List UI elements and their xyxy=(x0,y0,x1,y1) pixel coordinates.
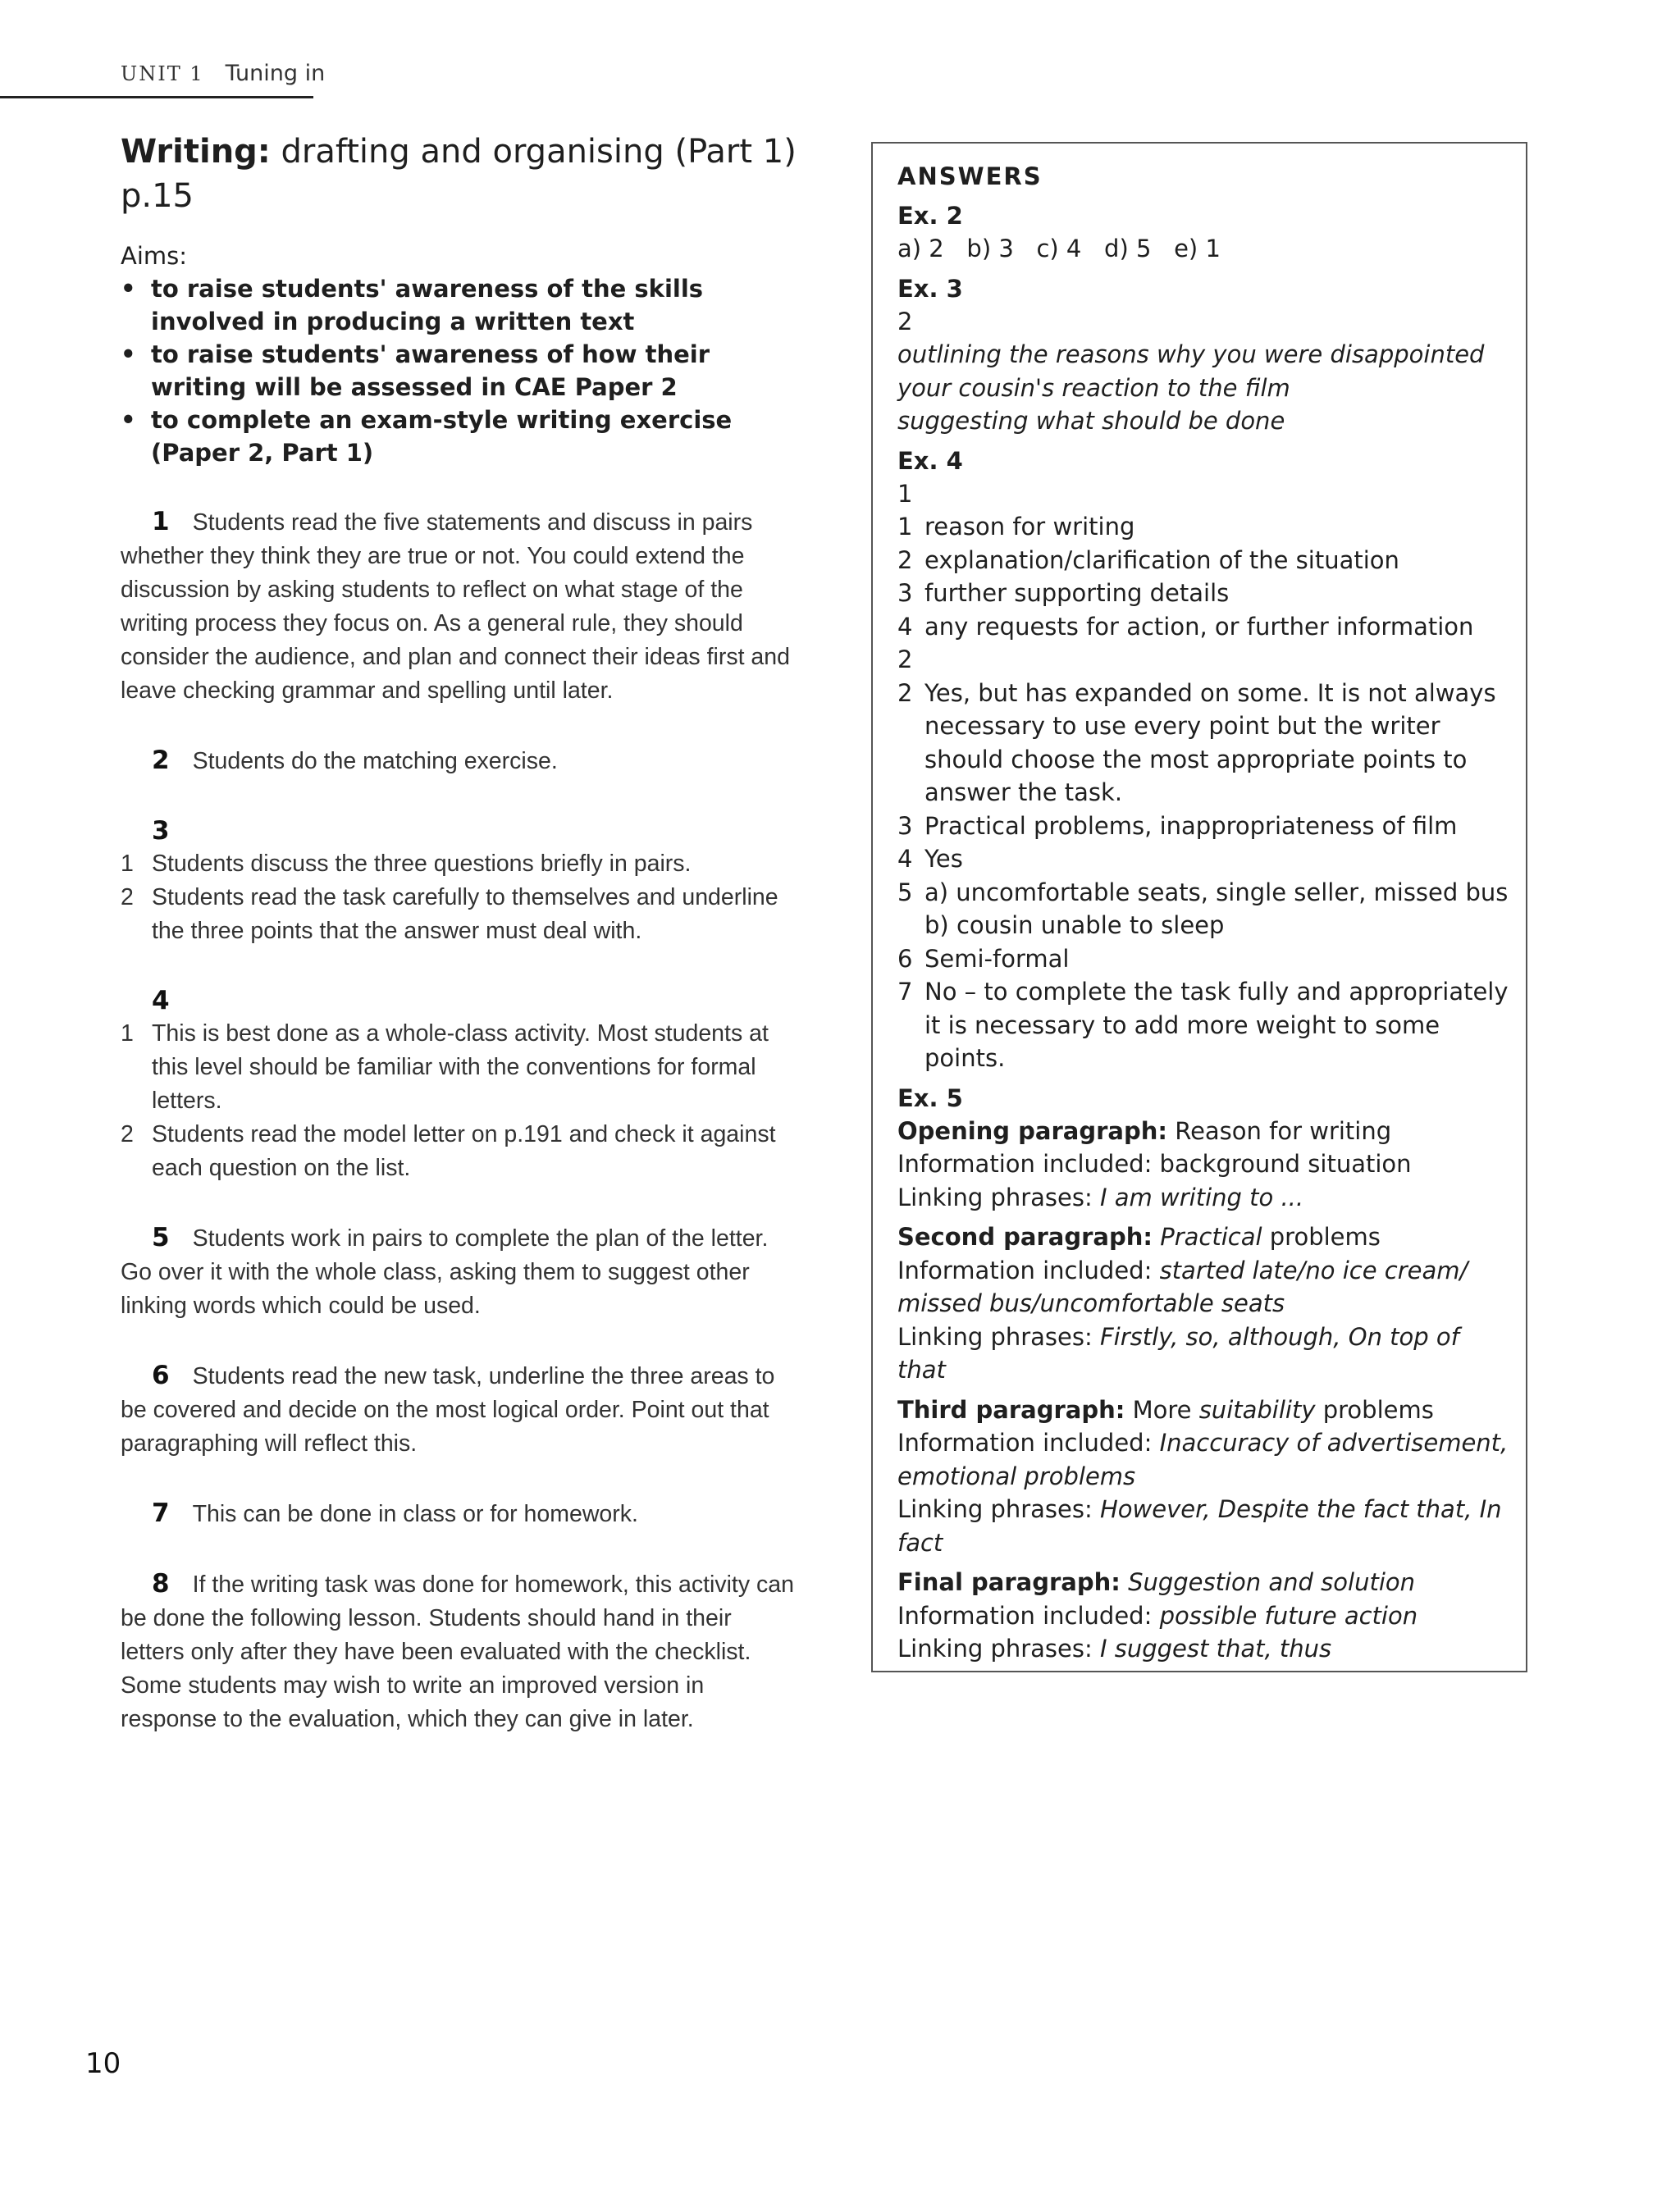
item-number: 7 xyxy=(897,978,913,1006)
left-column xyxy=(121,130,801,1736)
ex4-item xyxy=(897,842,1509,876)
item-text: further supporting details xyxy=(924,579,1230,607)
item-number: 2 xyxy=(121,884,134,910)
item-text: b) cousin unable to sleep xyxy=(924,911,1225,939)
header-rule xyxy=(0,96,313,98)
paragraph-head-rest: problems xyxy=(1322,1395,1434,1424)
paragraph-head-italic: Practical xyxy=(1160,1223,1262,1251)
ex2-answers: a) 2 b) 3 c) 4 d) 5 e) 1 xyxy=(897,235,1221,262)
step-5 xyxy=(121,1221,801,1323)
item-text: Yes, but has expanded on some. It is not always necessary to use every point but the writer should choose the most appropriate points to answer the task. xyxy=(924,678,1496,806)
step-text: This can be done in class or for homework. xyxy=(192,1501,638,1527)
ex4-item xyxy=(897,610,1509,644)
ex3-line: outlining the reasons why you were disappointed xyxy=(897,340,1485,368)
item-number: 2 xyxy=(897,545,913,574)
item-number: 3 xyxy=(897,579,913,607)
page-number: 10 xyxy=(85,2047,121,2080)
link-label: Linking phrases: xyxy=(897,1495,1093,1523)
title-page: p.15 xyxy=(121,177,194,215)
item-text: No – to complete the task fully and appropriately it is necessary to add more weight to some points. xyxy=(924,978,1509,1072)
paragraph-head-italic: Suggestion and solution xyxy=(1128,1568,1416,1596)
item-text: Students read the task carefully to themselves and underline the three points that the answer must deal with. xyxy=(152,884,778,944)
item-text: any requests for action, or further information xyxy=(924,612,1474,641)
aims-list xyxy=(121,272,801,469)
step-text: Students read the five statements and discuss in pairs whether they think they are true or not. You could extend the discussion by asking students to reflect on what stage of the writing process they focus on. As a general rule, they should consider the audience, and plan and connect their ideas first and leave checking grammar and spelling until later. xyxy=(121,509,790,704)
paragraph-head-pre: More xyxy=(1132,1395,1192,1424)
ex4-item xyxy=(897,876,1509,910)
ex3-line: your cousin's reaction to the film xyxy=(897,373,1290,402)
paragraph-head-rest: problems xyxy=(1269,1223,1381,1251)
item-number: 1 xyxy=(121,1020,134,1047)
item-text: Students read the model letter on p.191 and check it against each question on the list. xyxy=(152,1121,776,1181)
step-3-number: 3 xyxy=(152,816,170,846)
ex4-part-1: 1 xyxy=(897,479,913,508)
step-7 xyxy=(121,1497,801,1531)
ex4-item xyxy=(897,810,1509,843)
item-text: Semi-formal xyxy=(924,944,1070,973)
item-number: 2 xyxy=(121,1121,134,1147)
paragraph-head: Final paragraph: xyxy=(897,1568,1121,1596)
step-2 xyxy=(121,744,801,778)
ex4-item xyxy=(897,544,1509,577)
info-label: Information included: xyxy=(897,1601,1153,1630)
title-rest: drafting and organising (Part 1) xyxy=(281,133,797,171)
link-phrases: I am writing to ... xyxy=(1099,1183,1304,1211)
aim-item: • to raise students' awareness of how their writing will be assessed in CAE Paper 2 xyxy=(121,338,801,404)
step-number: 7 xyxy=(152,1498,170,1528)
paragraph-head-rest: Reason for writing xyxy=(1175,1116,1392,1145)
link-phrases: However, Despite the fact that, In fact xyxy=(897,1495,1502,1557)
item-number: 4 xyxy=(897,612,913,641)
item-number: 1 xyxy=(121,851,134,877)
item-text: This is best done as a whole-class activity. Most students at this level should be familiar with the conventions for formal letters. xyxy=(152,1020,769,1114)
section-label: Tuning in xyxy=(225,61,326,86)
step-text: Students read the new task, underline the three areas to be covered and decide on the most logical order. Point out that paragraphing will reflect this. xyxy=(121,1363,775,1457)
ex5-paragraph-4 xyxy=(897,1566,1509,1666)
step-number: 5 xyxy=(152,1223,170,1252)
item-text: explanation/clarification of the situation xyxy=(924,545,1399,574)
ex2-label: Ex. 2 xyxy=(897,202,963,230)
item-number: 3 xyxy=(897,811,913,840)
item-text: Practical problems, inappropriateness of film xyxy=(924,811,1458,840)
step-4-item xyxy=(121,1118,801,1185)
ex5-paragraph-3 xyxy=(897,1394,1509,1560)
paragraph-head: Third paragraph: xyxy=(897,1395,1125,1424)
ex5-paragraph-1 xyxy=(897,1115,1509,1215)
item-text: a) uncomfortable seats, single seller, missed bus xyxy=(924,878,1509,906)
running-header xyxy=(121,61,325,86)
step-4-item xyxy=(121,1017,801,1118)
info-label: Information included: xyxy=(897,1256,1153,1284)
aim-item: • to raise students' awareness of the skills involved in producing a written text xyxy=(121,272,801,338)
link-label: Linking phrases: xyxy=(897,1183,1093,1211)
ex4-item xyxy=(897,677,1509,810)
ex4-item xyxy=(897,909,1509,942)
paragraph-info: started late/no ice cream/ missed bus/uncomfortable seats xyxy=(897,1256,1468,1317)
item-number: 4 xyxy=(897,845,913,873)
step-number: 1 xyxy=(152,507,170,536)
link-label: Linking phrases: xyxy=(897,1635,1093,1663)
ex4-label: Ex. 4 xyxy=(897,446,963,475)
step-number: 6 xyxy=(152,1361,170,1390)
item-text: Students discuss the three questions briefly in pairs. xyxy=(152,851,692,877)
step-text: Students work in pairs to complete the plan of the letter. Go over it with the whole class, asking them to suggest other linking words which could be used. xyxy=(121,1225,769,1319)
paragraph-head: Second paragraph: xyxy=(897,1223,1153,1251)
link-phrases: Firstly, so, although, On top of that xyxy=(897,1322,1459,1384)
step-6 xyxy=(121,1359,801,1461)
link-label: Linking phrases: xyxy=(897,1322,1093,1351)
ex4-item xyxy=(897,577,1509,610)
ex4-item xyxy=(897,510,1509,544)
link-phrases: I suggest that, thus xyxy=(1099,1635,1332,1663)
step-text: Students do the matching exercise. xyxy=(192,748,558,774)
unit-label: UNIT 1 xyxy=(121,62,204,85)
item-number: 5 xyxy=(897,878,913,906)
section-title xyxy=(121,130,801,218)
aim-item: • to complete an exam-style writing exercise (Paper 2, Part 1) xyxy=(121,404,801,469)
step-8 xyxy=(121,1567,801,1736)
answers-box xyxy=(871,142,1527,1672)
paragraph-head: Opening paragraph: xyxy=(897,1116,1167,1145)
answers-heading: ANSWERS xyxy=(897,162,1043,190)
step-1 xyxy=(121,505,801,708)
step-number: 8 xyxy=(152,1569,170,1599)
ex5-label: Ex. 5 xyxy=(897,1083,963,1112)
paragraph-info: Inaccuracy of advertisement, emotional problems xyxy=(897,1429,1509,1490)
item-number: 1 xyxy=(897,513,913,541)
paragraph-info: possible future action xyxy=(1159,1601,1418,1630)
item-text: Yes xyxy=(924,845,963,873)
ex4-part-2: 2 xyxy=(897,645,913,673)
ex3-number: 2 xyxy=(897,307,913,335)
ex4-item xyxy=(897,942,1509,976)
ex3-label: Ex. 3 xyxy=(897,274,963,303)
step-4-number: 4 xyxy=(152,986,170,1015)
paragraph-head-italic: suitability xyxy=(1198,1395,1316,1424)
title-bold: Writing: xyxy=(121,133,271,171)
paragraph-info: Information included: background situation xyxy=(897,1150,1412,1178)
item-number: 6 xyxy=(897,944,913,973)
item-text: reason for writing xyxy=(924,513,1135,541)
step-text: If the writing task was done for homework, this activity can be done the following lesson. Students should hand in their letters only after they have been evaluated with the checklist. Some students may wish to write an improved version in response to the evaluation, which they can give in later. xyxy=(121,1571,794,1732)
step-number: 2 xyxy=(152,746,170,775)
ex3-line: suggesting what should be done xyxy=(897,407,1285,435)
ex4-item xyxy=(897,975,1509,1075)
step-3-item xyxy=(121,881,801,948)
step-3-item xyxy=(121,847,801,881)
aims-heading: Aims: xyxy=(121,242,188,270)
info-label: Information included: xyxy=(897,1429,1153,1457)
ex5-paragraph-2 xyxy=(897,1220,1509,1387)
item-number: 2 xyxy=(897,678,913,707)
